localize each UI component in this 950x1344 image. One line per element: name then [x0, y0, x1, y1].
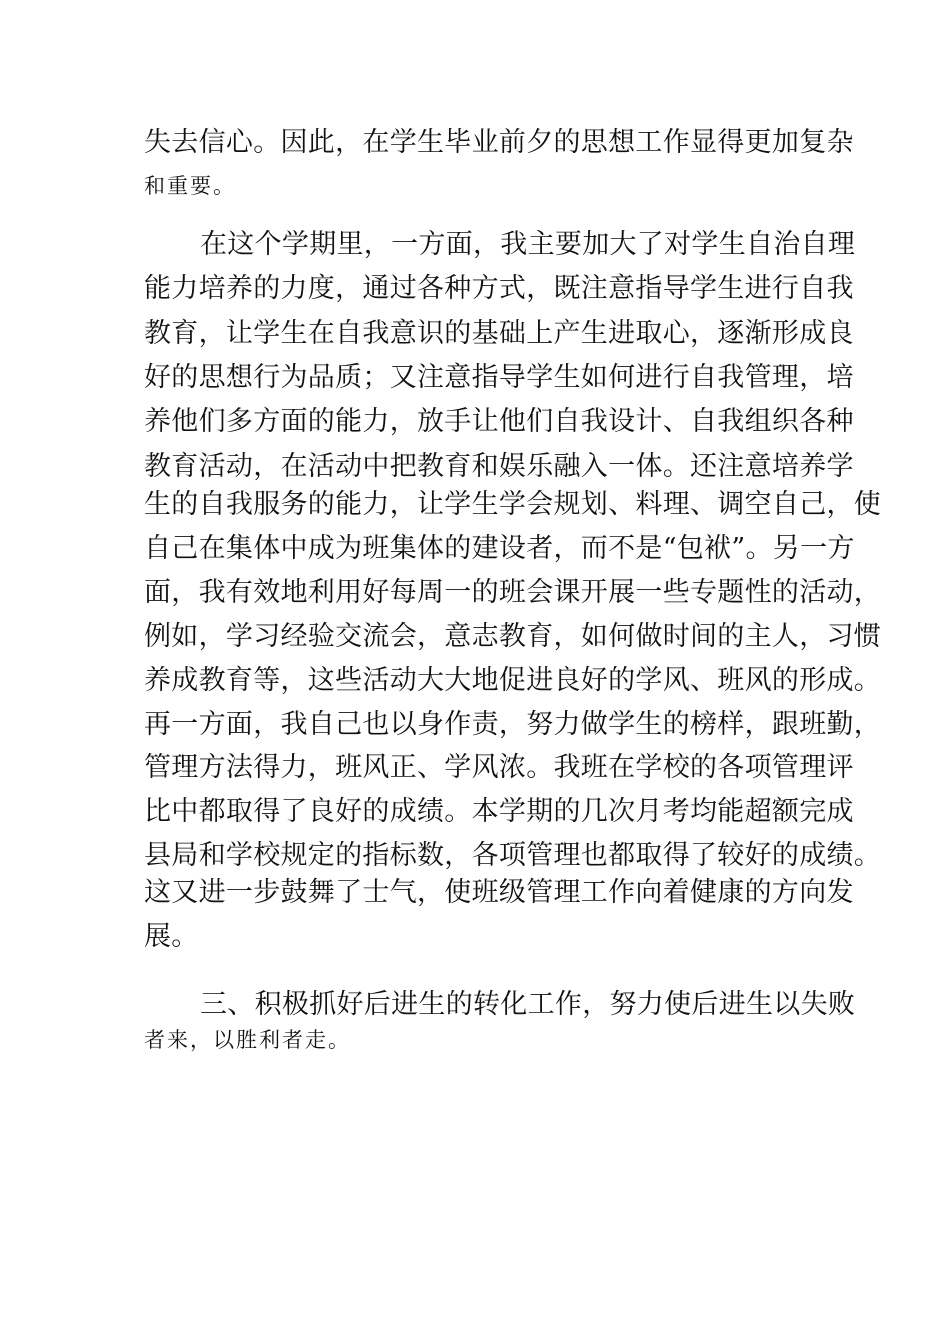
paragraph-2-line-6: 教育活动，在活动中把教育和娱乐融入一体。还注意培养学: [144, 451, 854, 482]
paragraph-2-line-13: 管理方法得力，班风正、学风浓。我班在学校的各项管理评: [144, 752, 854, 783]
paragraph-2-line-16: 这又进一步鼓舞了士气，使班级管理工作向着健康的方向发: [144, 877, 854, 908]
paragraph-2-line-4: 好的思想行为品质；又注意指导学生如何进行自我管理，培: [144, 362, 854, 393]
paragraph-1-line-2: 和重要。: [144, 174, 236, 198]
paragraph-2-line-2: 能力培养的力度，通过各种方式，既注意指导学生进行自我: [144, 273, 854, 304]
paragraph-2-line-15: 县局和学校规定的指标数，各项管理也都取得了较好的成绩。: [144, 840, 882, 871]
paragraph-2-line-3: 教育，让学生在自我意识的基础上产生进取心，逐渐形成良: [144, 318, 854, 349]
paragraph-2-line-12: 再一方面，我自己也以身作责，努力做学生的榜样，跟班勤，: [144, 709, 882, 740]
paragraph-2-line-14: 比中都取得了良好的成绩。本学期的几次月考均能超额完成: [144, 796, 854, 827]
paragraph-2-line-7: 生的自我服务的能力，让学生学会规划、料理、调空自己，使: [144, 489, 882, 520]
paragraph-2-line-11: 养成教育等，这些活动大大地促进良好的学风、班风的形成。: [144, 665, 882, 696]
paragraph-2-line-8: 自己在集体中成为班集体的建设者，而不是“包袱”。另一方: [144, 533, 855, 564]
paragraph-2-line-9: 面，我有效地利用好每周一的班会课开展一些专题性的活动，: [144, 577, 882, 608]
paragraph-2-line-1: 在这个学期里，一方面，我主要加大了对学生自治自理: [200, 229, 856, 260]
paragraph-1-line-1: 失去信心。因此，在学生毕业前夕的思想工作显得更加复杂: [144, 127, 854, 158]
paragraph-3-line-1: 三、积极抓好后进生的转化工作，努力使后进生以失败: [200, 989, 856, 1020]
paragraph-2-line-17: 展。: [144, 921, 199, 952]
paragraph-3-line-2: 者来，以胜利者走。: [144, 1028, 351, 1052]
paragraph-2-line-10: 例如，学习经验交流会，意志教育，如何做时间的主人，习惯: [144, 621, 882, 652]
paragraph-2-line-5: 养他们多方面的能力，放手让他们自我设计、自我组织各种: [144, 406, 854, 437]
